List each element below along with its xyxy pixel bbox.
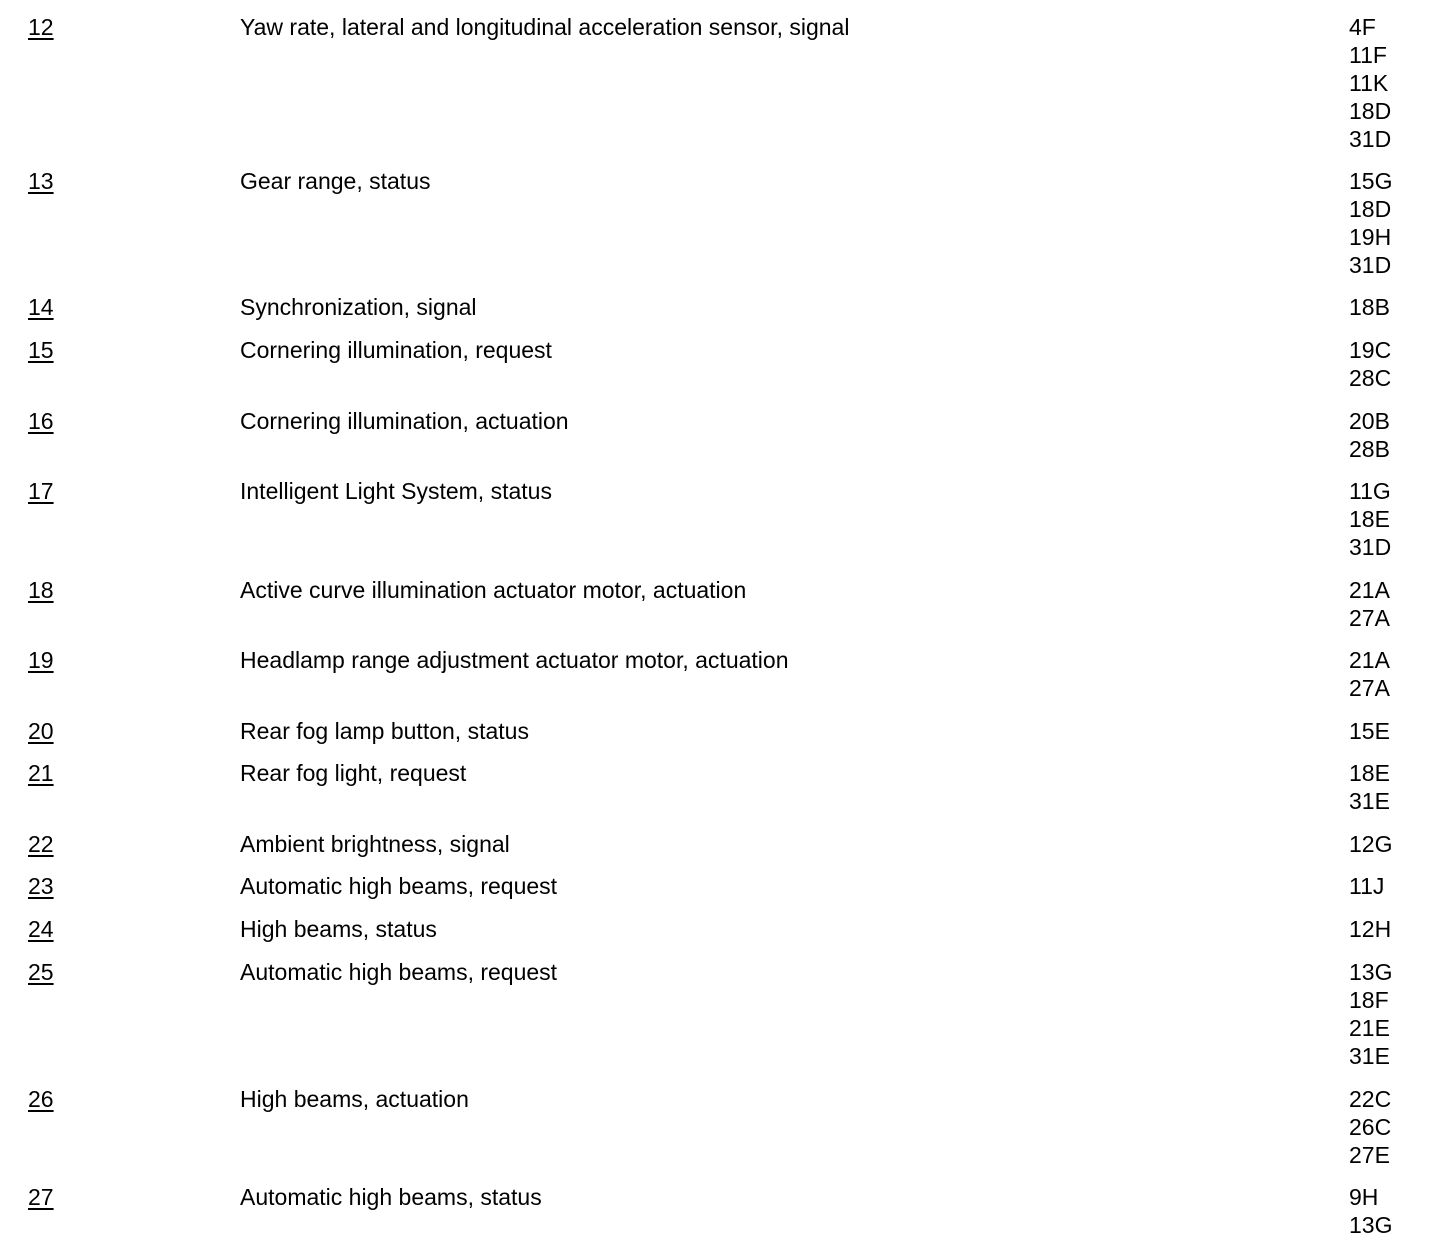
row-description: Gear range, status [240,168,431,194]
table-row [0,915,1456,943]
grid-reference: 31D [1349,252,1392,278]
grid-reference: 11G [1349,478,1391,504]
grid-reference: 18D [1349,196,1392,222]
row-number-link[interactable]: 23 [28,873,54,899]
grid-reference: 21E [1349,1015,1390,1041]
row-references [1349,13,1449,153]
row-number-cell [0,407,240,435]
table-row [0,477,1456,561]
grid-reference: 11J [1349,873,1385,899]
row-references [1349,830,1449,858]
grid-reference: 13G [1349,1212,1393,1238]
row-number-link[interactable]: 14 [28,294,54,320]
table-row [0,759,1456,815]
row-number-link[interactable]: 19 [28,647,54,673]
row-number-link[interactable]: 24 [28,916,54,942]
row-number-cell [0,958,240,986]
row-number-cell [0,717,240,745]
grid-reference: 22C [1349,1086,1392,1112]
grid-reference: 21A [1349,577,1390,603]
row-references [1349,336,1449,392]
row-number-link[interactable]: 25 [28,959,54,985]
row-number-link[interactable]: 12 [28,14,54,40]
row-description: Yaw rate, lateral and longitudinal acceleration sensor, signal [240,14,850,40]
grid-reference: 18D [1349,98,1392,124]
row-number-cell [0,576,240,604]
grid-reference: 31D [1349,126,1392,152]
row-references [1349,1183,1449,1239]
row-references [1349,293,1449,321]
grid-reference: 28B [1349,436,1390,462]
row-references [1349,167,1449,279]
grid-reference: 4F [1349,14,1376,40]
row-number-cell [0,336,240,364]
table-row [0,13,1456,153]
table-row [0,576,1456,632]
row-number-link[interactable]: 15 [28,337,54,363]
row-description: Automatic high beams, request [240,873,558,899]
grid-reference: 15G [1349,168,1393,194]
row-references [1349,915,1449,943]
grid-reference: 15E [1349,718,1390,744]
grid-reference: 21A [1349,647,1390,673]
row-number-link[interactable]: 21 [28,760,54,786]
row-number-cell [0,293,240,321]
row-description: Synchronization, signal [240,294,477,320]
grid-reference: 27E [1349,1142,1390,1168]
row-description: Intelligent Light System, status [240,478,552,504]
row-description: Cornering illumination, actuation [240,408,569,434]
table-row [0,167,1456,279]
grid-reference: 31D [1349,534,1392,560]
row-number-link[interactable]: 27 [28,1184,54,1210]
grid-reference: 18B [1349,294,1390,320]
table-row [0,830,1456,858]
row-number-cell [0,915,240,943]
row-references [1349,759,1449,815]
row-description: Rear fog lamp button, status [240,718,529,744]
table-row [0,407,1456,463]
grid-reference: 31E [1349,1043,1390,1069]
table-row [0,1183,1456,1239]
row-description: High beams, actuation [240,1086,469,1112]
row-number-link[interactable]: 18 [28,577,54,603]
row-references [1349,717,1449,745]
table-row [0,958,1456,1070]
grid-reference: 20B [1349,408,1390,434]
table-row [0,717,1456,745]
grid-reference: 13G [1349,959,1393,985]
row-number-cell [0,759,240,787]
grid-reference: 11K [1349,70,1389,96]
row-description: High beams, status [240,916,437,942]
row-references [1349,1085,1449,1169]
row-number-cell [0,1183,240,1211]
row-references [1349,407,1449,463]
row-number-cell [0,477,240,505]
row-number-link[interactable]: 20 [28,718,54,744]
row-description: Automatic high beams, request [240,959,558,985]
row-references [1349,477,1449,561]
row-number-cell [0,830,240,858]
row-description: Automatic high beams, status [240,1184,542,1210]
row-number-cell [0,872,240,900]
row-description: Rear fog light, request [240,760,467,786]
row-references [1349,646,1449,702]
grid-reference: 27A [1349,675,1390,701]
row-number-cell [0,1085,240,1113]
grid-reference: 18F [1349,987,1389,1013]
row-number-cell [0,646,240,674]
row-number-link[interactable]: 17 [28,478,54,504]
grid-reference: 12H [1349,916,1392,942]
row-references [1349,872,1449,900]
row-number-link[interactable]: 16 [28,408,54,434]
row-references [1349,576,1449,632]
table-row [0,646,1456,702]
row-number-link[interactable]: 22 [28,831,54,857]
row-description: Active curve illumination actuator motor, actuation [240,577,747,603]
table-row [0,293,1456,321]
row-number-cell [0,167,240,195]
row-number-link[interactable]: 13 [28,168,54,194]
table-row [0,872,1456,900]
row-description: Cornering illumination, request [240,337,552,363]
row-description: Ambient brightness, signal [240,831,510,857]
table-row [0,1085,1456,1169]
row-number-link[interactable]: 26 [28,1086,54,1112]
row-references [1349,958,1449,1070]
grid-reference: 28C [1349,365,1392,391]
grid-reference: 26C [1349,1114,1392,1140]
grid-reference: 9H [1349,1184,1379,1210]
table-row [0,336,1456,392]
grid-reference: 27A [1349,605,1390,631]
grid-reference: 18E [1349,760,1390,786]
grid-reference: 12G [1349,831,1393,857]
grid-reference: 19C [1349,337,1392,363]
grid-reference: 31E [1349,788,1390,814]
row-number-cell [0,13,240,41]
row-description: Headlamp range adjustment actuator motor, actuation [240,647,789,673]
grid-reference: 11F [1349,42,1387,68]
grid-reference: 19H [1349,224,1392,250]
grid-reference: 18E [1349,506,1390,532]
